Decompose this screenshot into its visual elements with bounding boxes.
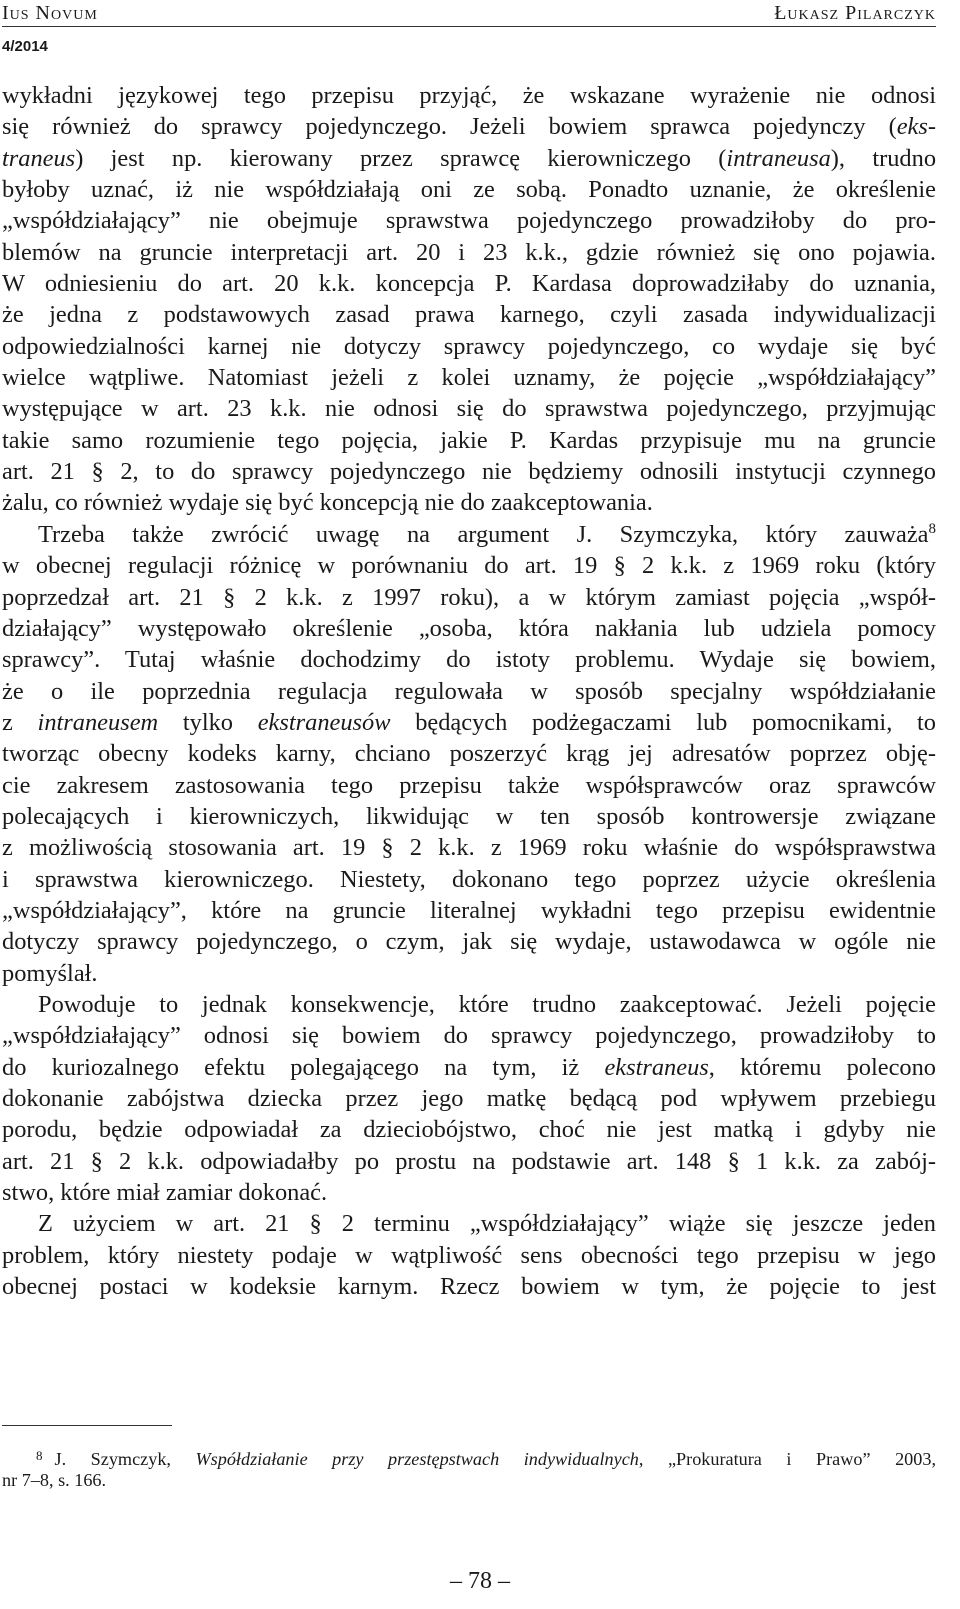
- text-span: dotyczy sprawcy pojedynczego, o czym, jak się wydaje, ustawodawca w ogóle nie: [2, 928, 936, 956]
- text-span: z: [2, 708, 38, 736]
- text-span: Powoduje to jednak konsekwencje, które trudno zaakceptować. Jeżeli pojęcie: [38, 990, 936, 1018]
- text-line: [2, 1146, 936, 1177]
- text-line: [2, 613, 936, 644]
- text-span: obecnej postaci w kodeksie karnym. Rzecz bowiem w tym, że pojęcie to jest: [2, 1273, 936, 1301]
- text-span: wykładni językowej tego przepisu przyjąć, że wskazane wyrażenie nie odnosi: [2, 82, 936, 109]
- text-span: „współdziałający” odnosi się bowiem do sprawcy pojedynczego, prowadziłoby to: [2, 1022, 936, 1050]
- italic-text: intraneusem: [37, 708, 159, 736]
- text-line: [2, 832, 936, 863]
- text-line: [2, 174, 936, 205]
- text-line: [2, 299, 936, 330]
- footnote-line: [2, 1443, 936, 1468]
- journal-title: Ius Novum: [2, 2, 98, 24]
- text-line: [2, 676, 936, 707]
- text-span: polecających i kierowniczych, likwidując w ten sposób kontrowersje związane: [2, 802, 936, 830]
- text-span: tworząc obecny kodeks karny, chciano poszerzyć krąg jej adresatów poprzez obję-: [2, 740, 936, 768]
- text-span: z możliwością stosowania art. 19 § 2 k.k. z 1969 roku właśnie do współsprawstwa: [2, 834, 936, 862]
- text-span: do kuriozalnego efektu polegającego na tym, iż: [2, 1053, 605, 1081]
- italic-text: intraneusa: [726, 144, 831, 172]
- text-span: w obecnej regulacji różnicę w porównaniu do art. 19 § 2 k.k. z 1969 roku (który: [2, 552, 936, 580]
- text-line: [2, 1052, 936, 1083]
- text-line: [2, 989, 936, 1020]
- footnote-ref: 8: [928, 520, 936, 537]
- footnote: [2, 1443, 936, 1493]
- text-span: działający” występowało określenie „osoba, która nakłania lub udziela pomocy: [2, 614, 936, 642]
- footnote-line: [2, 1468, 936, 1493]
- text-span: Trzeba także zwrócić uwagę na argument J. Szymczyka, który zauważa: [38, 520, 929, 548]
- text-line: [2, 1208, 936, 1239]
- text-line: [2, 111, 936, 142]
- footnote-separator: [2, 1425, 172, 1426]
- text-line: [2, 895, 936, 926]
- text-span: będących podżegaczami lub pomocnikami, to: [390, 708, 936, 736]
- text-line: [2, 331, 936, 362]
- text-span: cie zakresem zastosowania tego przepisu także współsprawców oraz sprawców: [2, 771, 936, 799]
- text-span: byłoby uznać, iż nie współdziałają oni ze sobą. Ponadto uznanie, że określenie: [2, 176, 936, 204]
- text-line: [2, 707, 936, 738]
- text-span: poprzedzał art. 21 § 2 k.k. z 1997 roku), a w którym zamiast pojęcia „współ-: [2, 583, 936, 611]
- text-line: [2, 1240, 936, 1271]
- text-line: [2, 770, 936, 801]
- text-span: żalu, co również wydaje się być koncepcją nie do zaakceptowania.: [2, 489, 653, 517]
- text-span: pomyślał.: [2, 959, 98, 987]
- text-span: ) jest np. kierowany przez sprawcę kierowniczego (: [75, 144, 727, 172]
- text-span: że o ile poprzednia regulacja regulowała w sposób specjalny współdziałanie: [2, 677, 936, 705]
- italic-text: ekstraneus: [604, 1053, 709, 1081]
- text-span: , któremu polecono: [708, 1053, 936, 1081]
- text-span: Z użyciem w art. 21 § 2 terminu „współdziałający” wiąże się jeszcze jeden: [38, 1210, 936, 1238]
- text-line: [2, 1083, 936, 1114]
- text-span: takie samo rozumienie tego pojęcia, jakie P. Kardas przypisuje mu na gruncie: [2, 426, 936, 454]
- text-line: [2, 393, 936, 424]
- page-number: – 78 –: [450, 1568, 510, 1594]
- text-line: [2, 1271, 936, 1302]
- text-span: że jedna z podstawowych zasad prawa karnego, czyli zasada indywidualizacji: [2, 301, 936, 329]
- text-span: występujące w art. 23 k.k. nie odnosi się do sprawstwa pojedynczego, przyjmując: [2, 395, 936, 423]
- text-span: , „Prokuratura i Prawo” 2003,: [638, 1449, 936, 1469]
- text-span: wielce wątpliwe. Natomiast jeżeli z kolei uznamy, że pojęcie „współdziałający”: [2, 364, 936, 392]
- text-span: dokonanie zabójstwa dziecka przez jego matkę będącą pod wpływem przebiegu: [2, 1085, 936, 1112]
- text-line: [2, 80, 936, 111]
- running-header: [2, 2, 936, 27]
- text-span: ), trudno: [830, 144, 937, 172]
- issue-number: 4/2014: [2, 38, 48, 55]
- text-line: [2, 425, 936, 456]
- text-span: stwo, które miał zamiar dokonać.: [2, 1179, 328, 1207]
- text-span: sprawcy”. Tutaj właśnie dochodzimy do istoty problemu. Wydaje się bowiem,: [2, 646, 936, 674]
- text-line: [2, 456, 936, 487]
- text-line: [2, 268, 936, 299]
- text-span: tylko: [158, 708, 258, 736]
- footnote-number: 8: [36, 1448, 43, 1463]
- article-author: Łukasz Pilarczyk: [774, 2, 936, 24]
- text-line: [2, 362, 936, 393]
- text-span: i sprawstwa kierowniczego. Niestety, dokonano tego poprzez użycie określenia: [2, 865, 936, 893]
- italic-text: ekstraneusów: [257, 708, 391, 736]
- text-line: [2, 926, 936, 957]
- text-span: się również do sprawcy pojedynczego. Jeżeli bowiem sprawca pojedynczy (: [2, 113, 897, 141]
- text-span: J. Szymczyk,: [54, 1449, 196, 1469]
- text-line: [2, 801, 936, 832]
- italic-text: traneus: [2, 144, 76, 172]
- text-line: [2, 205, 936, 236]
- text-line: [2, 237, 936, 268]
- text-span: problem, który niestety podaje w wątpliwość sens obecności tego przepisu w jego: [2, 1241, 936, 1269]
- text-line: [2, 1177, 936, 1208]
- italic-text: Współdziałanie przy przestępstwach indywidualnych: [195, 1449, 639, 1469]
- text-line: [2, 1114, 936, 1145]
- text-span: W odniesieniu do art. 20 k.k. koncepcja P. Kardasa doprowadziłaby do uznania,: [2, 270, 936, 298]
- text-line: [2, 864, 936, 895]
- text-span: art. 21 § 2 k.k. odpowiadałby po prostu na podstawie art. 148 § 1 k.k. za zabój-: [2, 1147, 936, 1175]
- text-line: [2, 519, 936, 550]
- text-line: [2, 550, 936, 581]
- text-span: odpowiedzialności karnej nie dotyczy sprawcy pojedynczego, co wydaje się być: [2, 332, 936, 360]
- text-line: [2, 958, 936, 989]
- text-line: [2, 582, 936, 613]
- text-span: „współdziałający” nie obejmuje sprawstwa pojedynczego prowadziłoby do pro-: [2, 207, 936, 235]
- text-line: [2, 143, 936, 174]
- text-line: [2, 738, 936, 769]
- text-span: blemów na gruncie interpretacji art. 20 i 23 k.k., gdzie również się ono pojawia.: [2, 238, 936, 266]
- text-span: nr 7–8, s. 166.: [2, 1470, 107, 1490]
- text-span: art. 21 § 2, to do sprawcy pojedynczego nie będziemy odnosili instytucji czynnego: [2, 458, 936, 486]
- italic-text: eks-: [896, 113, 936, 141]
- text-span: porodu, będzie odpowiadał za dzieciobójstwo, choć nie jest matką i gdyby nie: [2, 1116, 936, 1144]
- text-line: [2, 487, 936, 518]
- text-line: [2, 1020, 936, 1051]
- text-span: „współdziałający”, które na gruncie literalnej wykładni tego przepisu ewidentnie: [2, 896, 936, 924]
- body-text: [2, 80, 936, 1302]
- text-line: [2, 644, 936, 675]
